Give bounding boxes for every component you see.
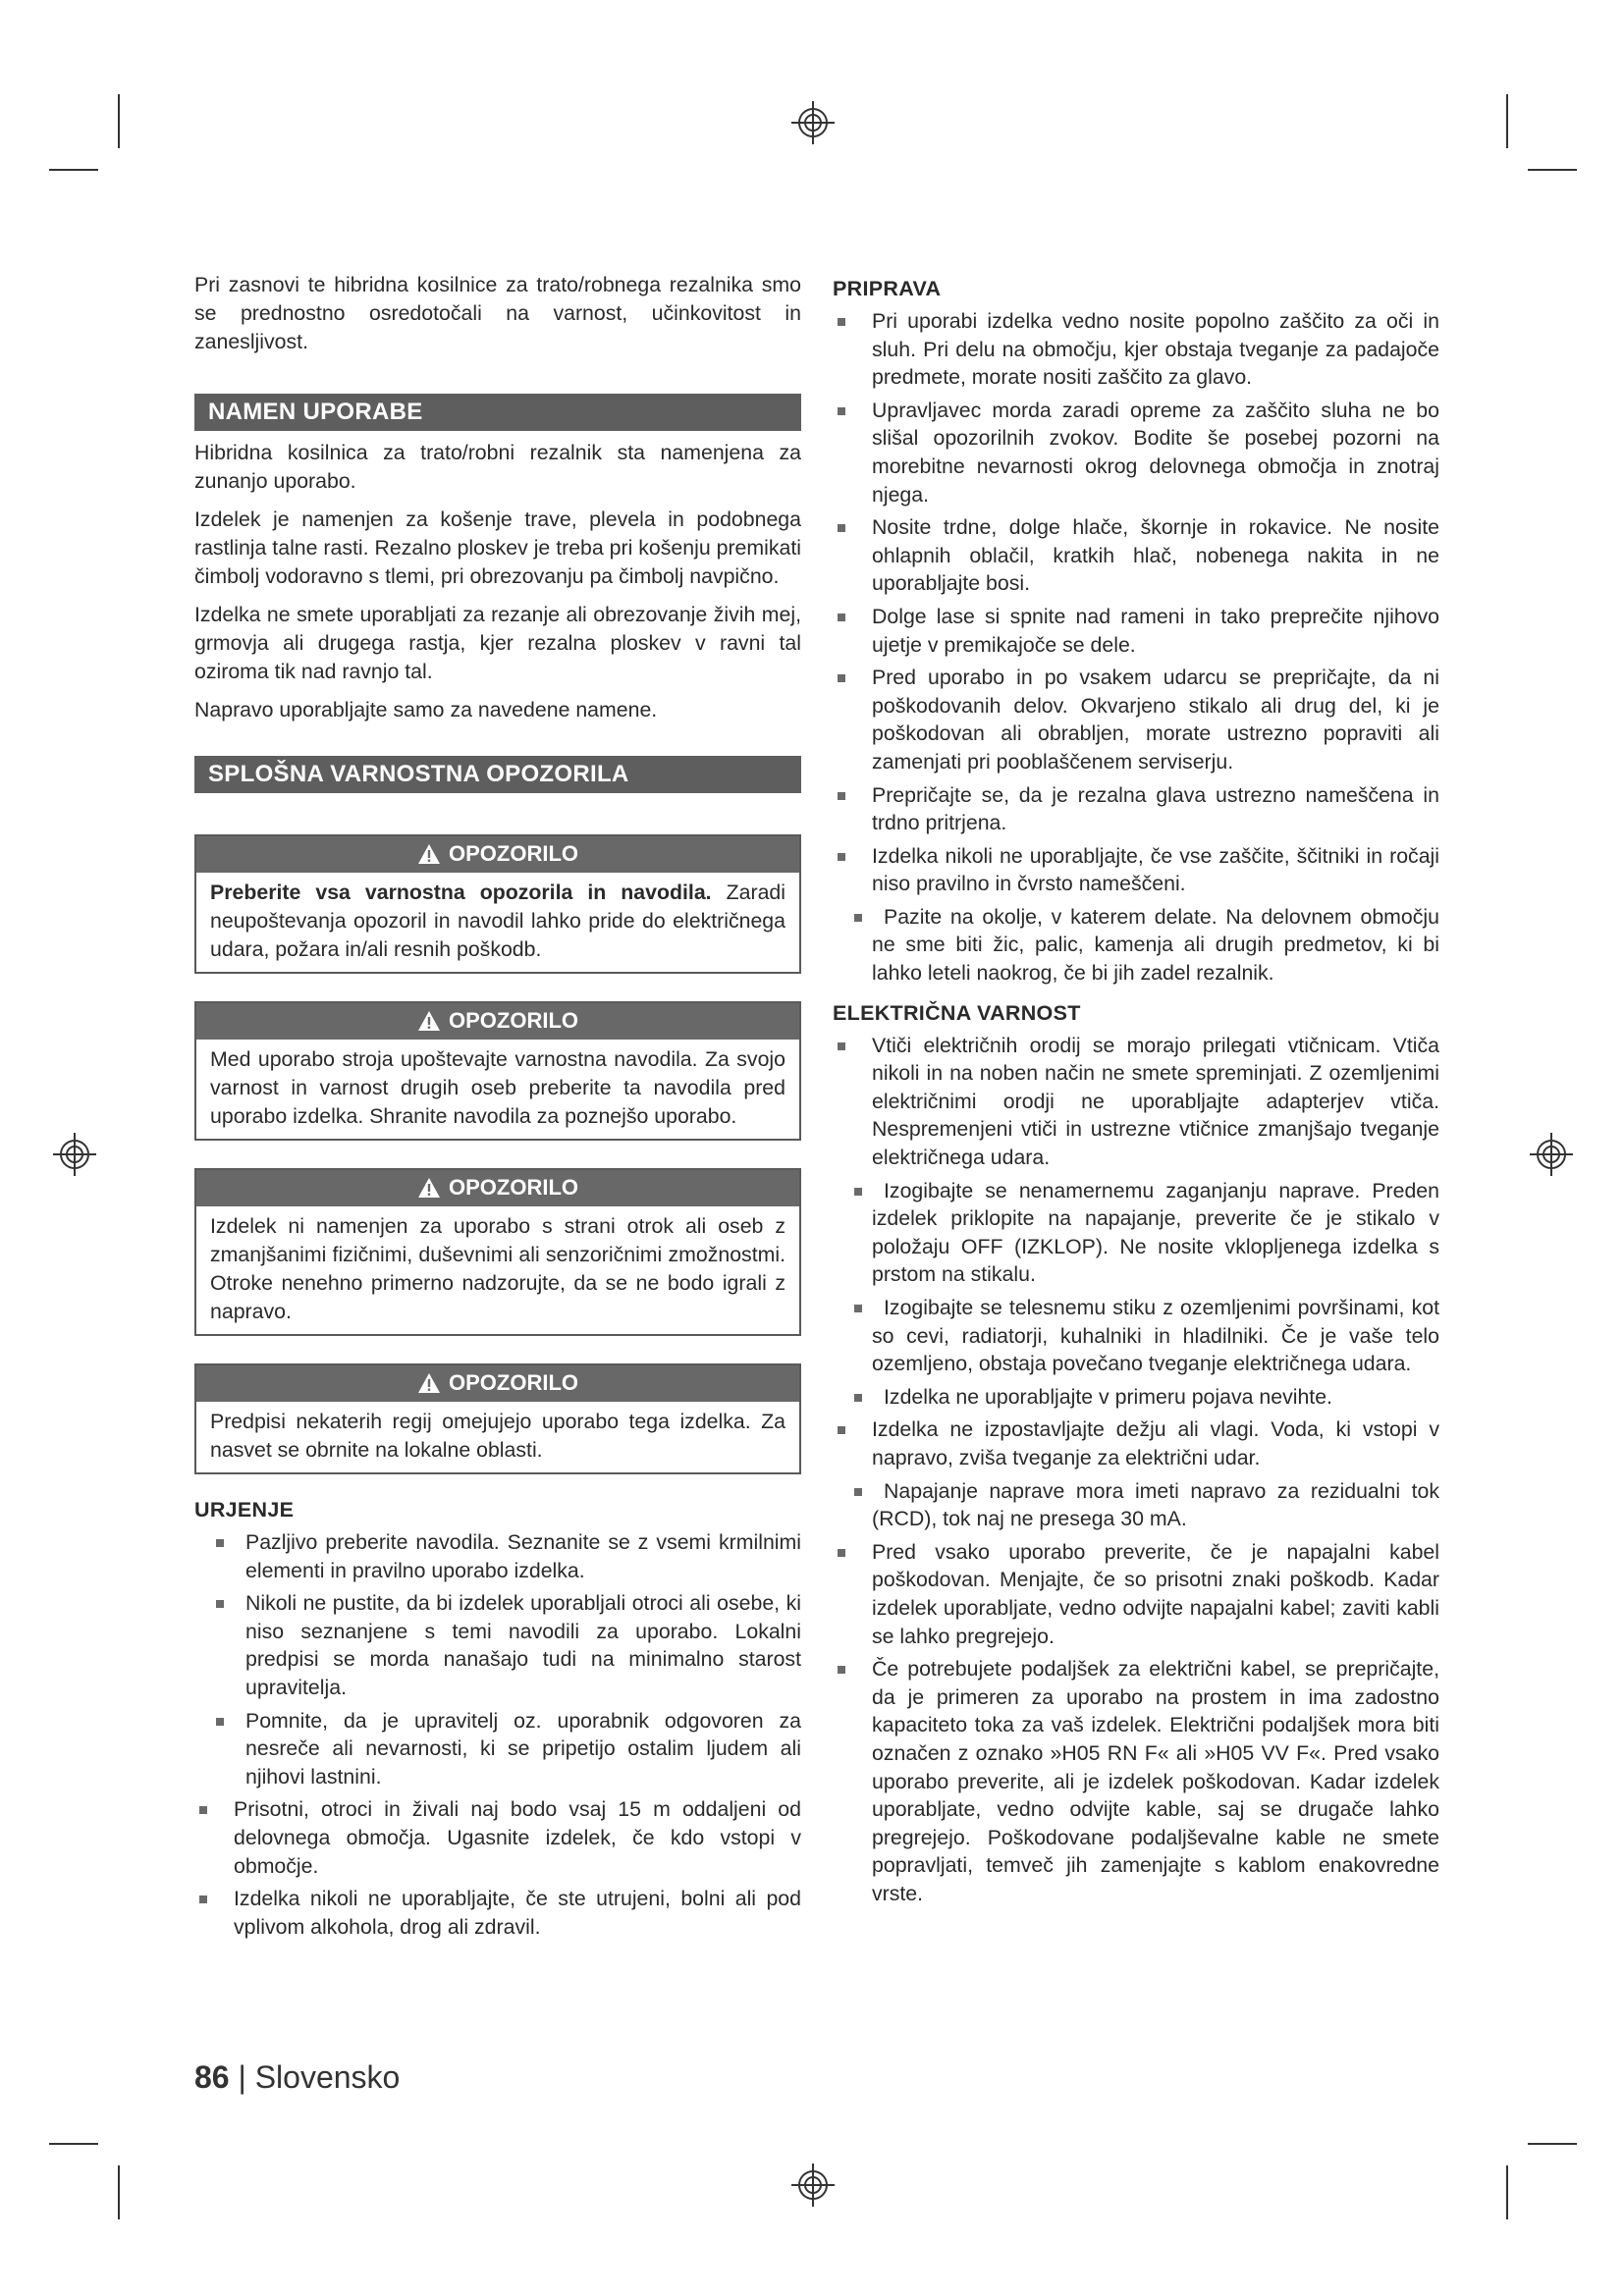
warning-text: Zaradi neupoštevanja opozoril in navodil lahko pride do električnega udara, požara in/ali resnih poškodb. bbox=[210, 881, 785, 961]
section-heading-priprava: PRIPRAVA bbox=[833, 277, 942, 300]
warning-triangle-icon bbox=[417, 1177, 441, 1199]
registration-mark-icon bbox=[791, 2163, 835, 2207]
page-footer bbox=[194, 2059, 400, 2096]
bullet-icon bbox=[854, 1188, 862, 1196]
warning-body: Izdelek ni namenjen za uporabo s strani otrok ali oseb z zmanjšanimi fizičnimi, duševnimi ali senzoričnimi zmožnostmi. Otroke nenehno primerno nadzorujte, da se ne bodo igrali z napravo. bbox=[210, 1214, 785, 1323]
bullet-icon bbox=[216, 1600, 224, 1608]
namen-paragraph: Napravo uporabljajte samo za navedene namene. bbox=[194, 698, 658, 721]
bullet-icon bbox=[838, 792, 845, 800]
warning-lead: Preberite vsa varnostna opozorila in navodila. bbox=[210, 881, 727, 904]
priprava-list bbox=[833, 307, 1439, 988]
bullet-icon bbox=[838, 318, 845, 326]
namen-paragraph: Izdelka ne smete uporabljati za rezanje ali obrezovanje živih mej, grmovja ali drugega rastja, kjer rezalna ploskev v ravni tal oziroma tik nad ravnjo tal. bbox=[194, 603, 801, 683]
footer-language: Slovensko bbox=[254, 2059, 401, 2095]
list-item: Nikoli ne pustite, da bi izdelek uporabljali otroci ali osebe, ki niso seznanjene s temi navodili za uporabo. Lokalni predpisi se morda nanašajo tudi na minimalno starost upravitelja. bbox=[194, 1589, 801, 1701]
bullet-icon bbox=[838, 674, 845, 682]
warning-box bbox=[194, 1001, 801, 1141]
section-heading-namen: NAMEN UPORABE bbox=[194, 394, 801, 431]
crop-mark bbox=[1506, 94, 1508, 148]
bullet-icon bbox=[838, 407, 845, 415]
warning-header bbox=[196, 836, 799, 873]
warning-triangle-icon bbox=[417, 1372, 441, 1394]
bullet-icon bbox=[199, 1806, 207, 1814]
list-item: Pred uporabo in po vsakem udarcu se prepričajte, da ni poškodovanih delov. Okvarjeno stikalo ali drug del, ki je poškodovan ali obrabljen, morate ustrezno popraviti ali zamenjati pri pooblaščenem serviserju. bbox=[833, 664, 1439, 775]
crop-mark bbox=[1528, 169, 1577, 171]
section-heading-elektricna: ELEKTRIČNA VARNOST bbox=[833, 1000, 1081, 1025]
warning-title: OPOZORILO bbox=[449, 841, 578, 866]
crop-mark bbox=[49, 169, 98, 171]
warning-box bbox=[194, 1168, 801, 1336]
bullet-icon bbox=[854, 1488, 862, 1496]
warning-title: OPOZORILO bbox=[449, 1370, 578, 1395]
list-item: Upravljavec morda zaradi opreme za zaščito sluha ne bo slišal opozorilnih zvokov. Bodite še posebej pozorni na morebitne nevarnosti okrog delovnega območja in znotraj njega. bbox=[833, 397, 1439, 508]
right-column bbox=[833, 277, 1439, 1912]
bullet-icon bbox=[854, 1305, 862, 1312]
bullet-icon bbox=[199, 1896, 207, 1903]
list-item: Napajanje naprave mora imeti napravo za rezidualni tok (RCD), tok naj ne presega 30 mA. bbox=[833, 1477, 1439, 1533]
list-item: Izdelka ne izpostavljajte dežju ali vlagi. Voda, ki vstopi v napravo, zviša tveganje za električni udar. bbox=[833, 1415, 1439, 1471]
warning-body bbox=[196, 873, 799, 972]
bullet-icon bbox=[838, 1426, 845, 1434]
list-item: Izdelka ne uporabljajte v primeru pojava nevihte. bbox=[833, 1383, 1439, 1412]
list-item: Nosite trdne, dolge hlače, škornje in rokavice. Ne nosite ohlapnih oblačil, kratkih hlač, nobenega nakita in ne uporabljajte bosi. bbox=[833, 513, 1439, 598]
warning-header bbox=[196, 1170, 799, 1206]
elektricna-list bbox=[833, 1032, 1439, 1908]
warning-triangle-icon bbox=[417, 843, 441, 865]
warning-header bbox=[196, 1003, 799, 1040]
bullet-icon bbox=[838, 614, 845, 621]
warning-triangle-icon bbox=[417, 1010, 441, 1032]
warning-title: OPOZORILO bbox=[449, 1175, 578, 1200]
bullet-icon bbox=[854, 914, 862, 922]
list-item: Izogibajte se nenamernemu zaganjanju naprave. Preden izdelek priklopite na napajanje, preverite če je stikalo v položaju OFF (IZKLOP). Ne nosite vklopljenega izdelka s prstom na stikalu. bbox=[833, 1177, 1439, 1289]
bullet-icon bbox=[216, 1539, 224, 1547]
bullet-icon bbox=[838, 524, 845, 532]
section-heading-urjenje: URJENJE bbox=[194, 1498, 295, 1522]
warning-box bbox=[194, 834, 801, 974]
crop-mark bbox=[1528, 2143, 1577, 2145]
section-heading-splosna: SPLOŠNA VARNOSTNA OPOZORILA bbox=[194, 756, 801, 793]
bullet-icon bbox=[838, 853, 845, 861]
list-item: Prisotni, otroci in živali naj bodo vsaj 15 m oddaljeni od delovnega območja. Ugasnite izdelek, če kdo vstopi v območje. bbox=[194, 1795, 801, 1880]
warning-box bbox=[194, 1363, 801, 1474]
warning-header bbox=[196, 1365, 799, 1402]
urjenje-list bbox=[194, 1528, 801, 1941]
registration-mark-icon bbox=[1530, 1133, 1573, 1176]
crop-mark bbox=[1506, 2165, 1508, 2219]
list-item: Izogibajte se telesnemu stiku z ozemljenimi površinami, kot so cevi, radiatorji, kuhalniki in hladilniki. Če je vaše telo ozemljeno, obstaja povečano tveganje električnega udara. bbox=[833, 1294, 1439, 1378]
list-item: Pazljivo preberite navodila. Seznanite se z vsemi krmilnimi elementi in pravilno uporabo izdelka. bbox=[194, 1528, 801, 1584]
list-item: Vtiči električnih orodij se morajo prilegati vtičnicam. Vtiča nikoli in na noben način ne smete spreminjati. Z ozemljenimi električnimi orodji ne uporabljajte adapterjev vtiča. Nespremenjeni vtiči in ustrezne vtičnice zmanjšajo tveganje električnega udara. bbox=[833, 1032, 1439, 1172]
list-item: Prepričajte se, da je rezalna glava ustrezno nameščena in trdno pritrjena. bbox=[833, 781, 1439, 837]
warning-body: Predpisi nekaterih regij omejujejo uporabo tega izdelka. Za nasvet se obrnite na lokalne oblasti. bbox=[210, 1410, 785, 1462]
registration-mark-icon bbox=[791, 101, 835, 144]
crop-mark bbox=[118, 2165, 120, 2219]
crop-mark bbox=[118, 94, 120, 148]
list-item: Pred vsako uporabo preverite, če je napajalni kabel poškodovan. Menjajte, če so prisotni znaki poškodb. Kadar izdelek uporabljate, vedno odvijte napajalni kabel; zaviti kabli se lahko pregrejejo. bbox=[833, 1538, 1439, 1650]
bullet-icon bbox=[838, 1549, 845, 1557]
left-column bbox=[194, 271, 801, 1946]
namen-paragraph: Hibridna kosilnica za trato/robni rezalnik sta namenjena za zunanjo uporabo. bbox=[194, 441, 801, 493]
list-item: Če potrebujete podaljšek za električni kabel, se prepričajte, da je primeren za uporabo na prostem in ima zadostno kapaciteto toka za vaš izdelek. Električni podaljšek mora biti označen z oznako »H05 RN F« ali »H05 VV F«. Pred vsako uporabo preverite, ali je izdelek poškodovan. Kadar izdelek uporabljate, vedno odvijte kable, saj se drugače lahko pregrejejo. Poškodovane podaljševalne kable ne smete popravljati, temveč jih zamenjajte s kablom enakovredne vrste. bbox=[833, 1655, 1439, 1907]
bullet-icon bbox=[838, 1042, 845, 1050]
list-item: Dolge lase si spnite nad rameni in tako preprečite njihovo ujetje v premikajoče se dele. bbox=[833, 603, 1439, 659]
list-item: Izdelka nikoli ne uporabljajte, če vse zaščite, ščitniki in ročaji niso pravilno in čvrsto nameščeni. bbox=[833, 842, 1439, 898]
list-item: Pomnite, da je upravitelj oz. uporabnik odgovoren za nesreče ali nevarnosti, ki se pripetijo ostalim ljudem ali njihovi lastnini. bbox=[194, 1707, 801, 1791]
warning-body: Med uporabo stroja upoštevajte varnostna navodila. Za svojo varnost in varnost drugih oseb preberite ta navodila pred uporabo izdelka. Shranite navodila za poznejšo uporabo. bbox=[210, 1047, 785, 1128]
registration-mark-icon bbox=[53, 1133, 96, 1176]
crop-mark bbox=[49, 2143, 98, 2145]
bullet-icon bbox=[854, 1394, 862, 1402]
page-number: 86 bbox=[194, 2059, 230, 2095]
list-item: Pazite na okolje, v katerem delate. Na delovnem območju ne sme biti žic, palic, kamenja ali drugih predmetov, ki bi lahko leteli naokrog, če bi jih zadel rezalnik. bbox=[833, 903, 1439, 988]
intro-paragraph: Pri zasnovi te hibridna kosilnice za trato/robnega rezalnika smo se prednostno osredotočali na varnost, učinkovitost in zanesljivost. bbox=[194, 273, 801, 353]
bullet-icon bbox=[216, 1718, 224, 1726]
footer-separator: | bbox=[238, 2059, 255, 2095]
bullet-icon bbox=[838, 1666, 845, 1674]
warning-title: OPOZORILO bbox=[449, 1008, 578, 1033]
list-item: Pri uporabi izdelka vedno nosite popolno zaščito za oči in sluh. Pri delu na območju, kjer obstaja tveganje za padajoče predmete, morate nositi zaščito za glavo. bbox=[833, 307, 1439, 392]
list-item: Izdelka nikoli ne uporabljajte, če ste utrujeni, bolni ali pod vplivom alkohola, drog ali zdravil. bbox=[194, 1885, 801, 1941]
namen-paragraph: Izdelek je namenjen za košenje trave, plevela in podobnega rastlinja talne rasti. Rezalno ploskev je treba pri košenju premikati čimbolj vodoravno s tlemi, pri obrezovanju pa čimbolj navpično. bbox=[194, 507, 801, 588]
